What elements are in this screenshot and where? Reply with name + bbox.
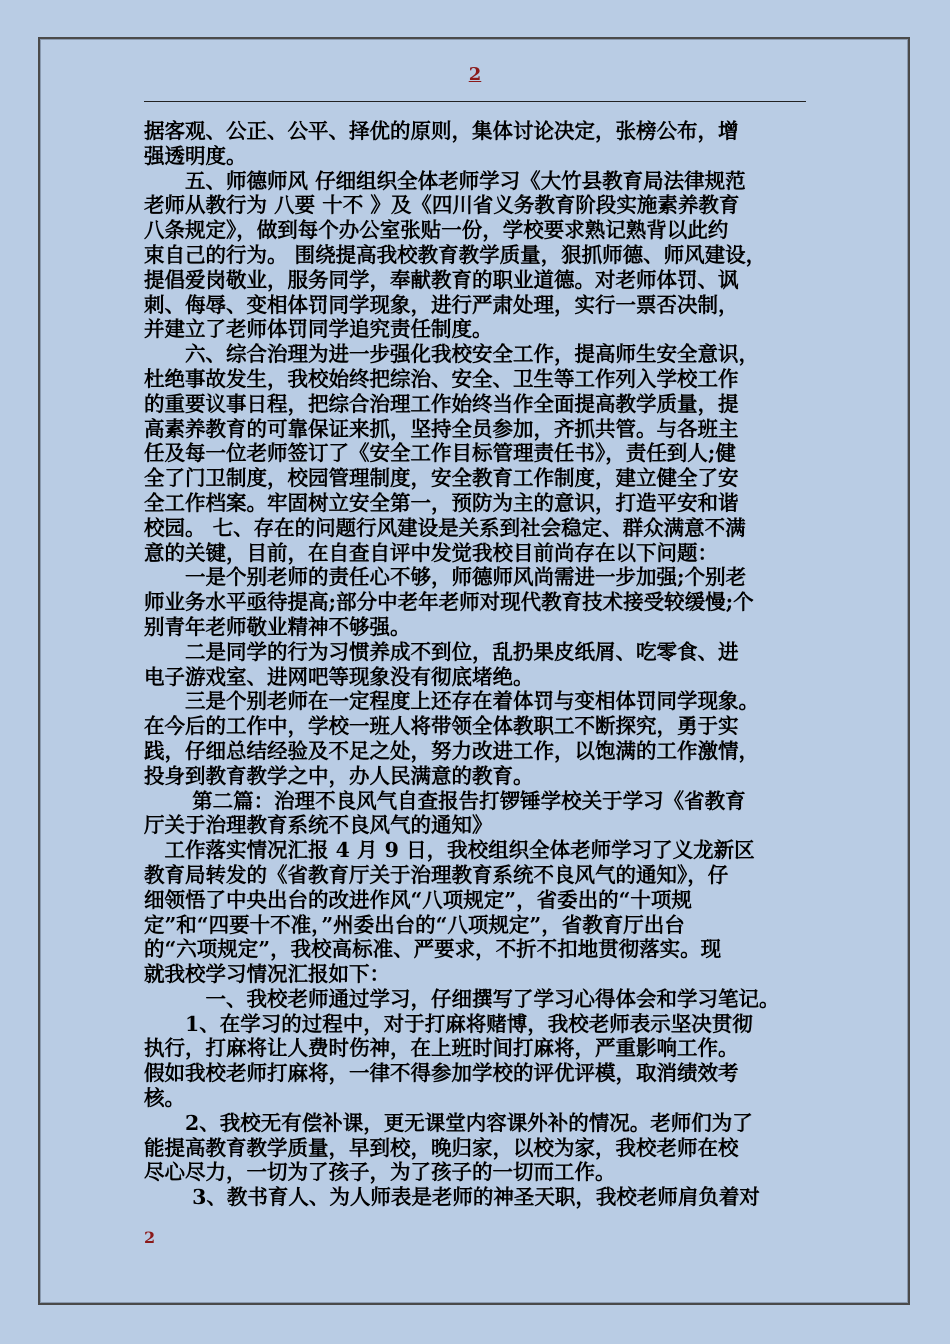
text-line: 并建立了老师体罚同学追究责任制度。 [144, 317, 493, 342]
text-line: 全工作档案。牢固树立安全第一，预防为主的意识，打造平安和谐 [144, 490, 739, 515]
text-line: 刺、侮辱、变相体罚同学现象，进行严肃处理，实行一票否决制， [144, 292, 739, 317]
text-line: 电子游戏室、进网吧等现象没有彻底堵绝。 [144, 664, 534, 689]
text-line: 尽心尽力，一切为了孩子，为了孩子的一切而工作。 [144, 1160, 616, 1185]
header-page-number [0, 64, 950, 85]
text-line: 工作落实情况汇报 4 月 9 日，我校组织全体老师学习了义龙新区 [144, 838, 755, 863]
header-divider [144, 101, 806, 102]
text-line: 就我校学习情况汇报如下： [144, 962, 390, 987]
text-line: 别青年老师敬业精神不够强。 [144, 614, 411, 639]
text-line: 细领悟了中央出台的改进作风“八项规定”，省委出的“十项规 [144, 887, 692, 912]
text-line: 据客观、公正、公平、择优的原则，集体讨论决定，张榜公布，增 [144, 119, 739, 143]
text-line: 意的关键，目前，在自查自评中发觉我校目前尚存在以下问题： [144, 540, 718, 565]
text-line: 校园。 七、存在的问题行风建设是关系到社会稳定、群众满意不满 [144, 515, 746, 540]
header-page-number-text: 2 [468, 64, 482, 85]
text-line: 提倡爱岗敬业，服务同学，奉献教育的职业道德。对老师体罚、讽 [144, 267, 739, 292]
text-line: 的重要议事日程，把综合治理工作始终当作全面提高教学质量，提 [144, 391, 739, 416]
text-line: 一、我校老师通过学习，仔细撰写了学习心得体会和学习笔记。 [144, 986, 780, 1011]
text-line: 三是个别老师在一定程度上还存在着体罚与变相体罚同学现象。 [144, 689, 759, 714]
text-line: 束自己的行为。 围绕提高我校教育教学质量，狠抓师德、师风建设， [144, 242, 767, 267]
text-line: 教育局转发的《省教育厅关于治理教育系统不良风气的通知》，仔 [144, 862, 729, 887]
text-line: 践，仔细总结经验及不足之处，努力改进工作，以饱满的工作激情， [144, 738, 759, 763]
text-line: 六、综合治理为进一步强化我校安全工作，提高师生安全意识， [144, 342, 759, 367]
text-line: 假如我校老师打麻将，一律不得参加学校的评优评模，取消绩效考 [144, 1061, 739, 1086]
text-line: 在今后的工作中，学校一班人将带领全体教职工不断探究，勇于实 [144, 714, 739, 739]
text-line: 3、教书育人、为人师表是老师的神圣天职，我校老师肩负着对 [144, 1185, 760, 1210]
text-line: 1、在学习的过程中，对于打麻将赌博，我校老师表示坚决贯彻 [144, 1011, 753, 1036]
footer-page-number: 2 [144, 1228, 156, 1247]
text-line: 第二篇：治理不良风气自查报告打锣锤学校关于学习《省教育 [144, 788, 746, 813]
text-line: 厅关于治理教育系统不良风气的通知》 [144, 813, 493, 838]
text-line: 能提高教育教学质量，早到校，晚归家，以校为家，我校老师在校 [144, 1135, 739, 1160]
text-line: 强透明度。 [144, 143, 247, 168]
text-line: 定”和“四要十不准，”州委出台的“八项规定”，省教育厅出台 [144, 912, 685, 937]
text-line: 师业务水平亟待提高;部分中老年老师对现代教育技术接受较缓慢;个 [144, 590, 754, 615]
text-line: 八条规定》，做到每个办公室张贴一份，学校要求熟记熟背以此约 [144, 218, 729, 243]
text-line: 全了门卫制度，校园管理制度，安全教育工作制度，建立健全了安 [144, 466, 739, 491]
text-line: 核。 [144, 1086, 185, 1111]
text-line: 执行，打麻将让人费时伤神，在上班时间打麻将，严重影响工作。 [144, 1036, 739, 1061]
document-body [144, 119, 820, 1210]
text-line: 杜绝事故发生，我校始终把综治、安全、卫生等工作列入学校工作 [144, 366, 739, 391]
text-line: 任及每一位老师签订了《安全工作目标管理责任书》，责任到人;健 [144, 441, 736, 466]
text-line: 老师从教行为 八要 十不 》及《四川省义务教育阶段实施素养教育 [144, 193, 740, 218]
text-line: 五、师德师风 仔细组织全体老师学习《大竹县教育局法律规范 [144, 168, 746, 193]
text-line: 一是个别老师的责任心不够，师德师风尚需进一步加强;个别老 [144, 565, 747, 590]
text-line: 的“六项规定”，我校高标准、严要求，不折不扣地贯彻落实。现 [144, 937, 722, 962]
text-line: 高素养教育的可靠保证来抓，坚持全员参加，齐抓共管。与各班主 [144, 416, 739, 441]
text-line: 2、我校无有偿补课，更无课堂内容课外补的情况。老师们为了 [144, 1110, 753, 1135]
text-line: 投身到教育教学之中，办人民满意的教育。 [144, 763, 534, 788]
text-line: 二是同学的行为习惯养成不到位，乱扔果皮纸屑、吃零食、进 [144, 639, 739, 664]
